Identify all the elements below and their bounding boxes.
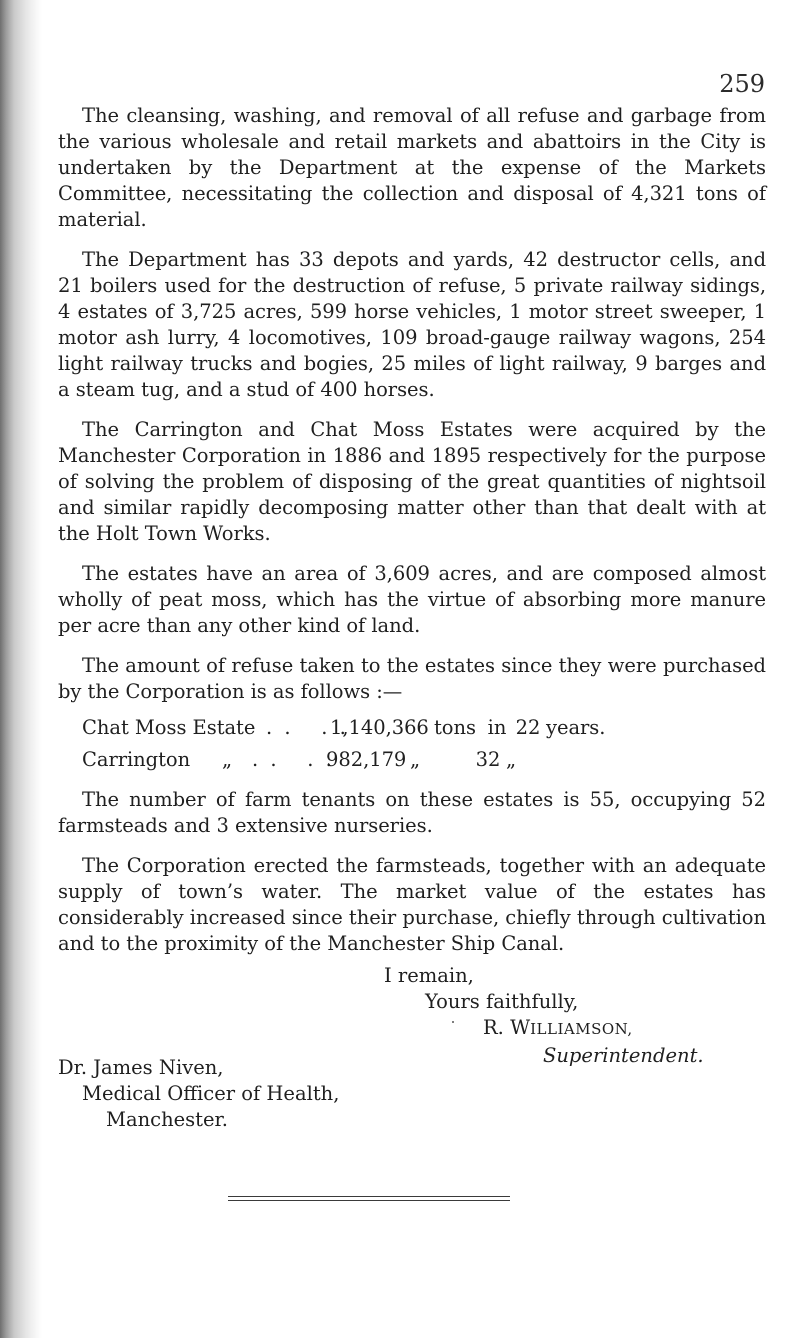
leader-dots: . . . .: [266, 716, 349, 739]
letter-closing: [58, 963, 766, 1143]
paragraph-estates-area: The estates have an area of 3,609 acres, and are composed almost wholly of peat moss, which has the virtue of absorbing more manure per acre than any other kind of land.: [58, 562, 766, 637]
paragraph-farm-tenants: The number of farm tenants on these estates is 55, occupying 52 farmsteads and 3 extensive nurseries.: [58, 788, 766, 837]
table-row: [58, 715, 766, 741]
in-label: in: [487, 716, 507, 739]
signoff-title: Superintendent.: [543, 1044, 704, 1067]
ink-speck: [452, 1021, 454, 1023]
paragraph-farmsteads-erected: The Corporation erected the farmsteads, together with an adequate supply of town’s water. The market value of the estates has considerably increased since their purchase, chiefly through cultivation and to the proximity of the Manchester Ship Canal.: [58, 854, 766, 955]
years-label: „: [506, 748, 517, 771]
paragraph-department-equipment: The Department has 33 depots and yards, 42 destructor cells, and 21 boilers used for the destruction of refuse, 5 private railway sidings, 4 estates of 3,725 acres, 599 horse vehicles, 1 motor street sweeper, 1 motor ash lurry, 4 locomotives, 109 broad-gauge railway wagons, 254 light railway trucks and bogies, 25 miles of light railway, 9 barges and a steam tug, and a stud of 400 horses.: [58, 248, 766, 401]
tons-amount: 982,179: [326, 748, 407, 771]
years-label: years.: [546, 716, 606, 739]
signoff-remain: I remain,: [384, 964, 474, 987]
estate-name: Carrington: [82, 748, 191, 771]
estate-name: Chat Moss Estate: [82, 716, 256, 739]
signoff-name-initial: R. W: [483, 1016, 531, 1039]
table-row: [58, 747, 766, 773]
unit-label: tons: [434, 716, 476, 739]
unit-label: „: [409, 748, 421, 771]
addressee-role: Medical Officer of Health,: [82, 1082, 340, 1105]
years-count: 22: [515, 716, 541, 739]
addressee-city: Manchester.: [106, 1108, 228, 1131]
page-binding-shadow: [0, 0, 42, 1338]
tons-amount: 1,140,366: [330, 716, 429, 739]
years-count: 32: [475, 748, 501, 771]
paragraph-estates-acquired: The Carrington and Chat Moss Estates were acquired by the Manchester Corporation in 1886 and 1895 respectively for the purpose of solving the problem of disposing of the great quantities of nightsoil and similar rapidly decomposing matter other than that dealt with at the Holt Town Works.: [58, 418, 766, 545]
addressee-name: Dr. James Niven,: [58, 1056, 224, 1079]
leader-dots: . . . .: [252, 748, 335, 771]
closing-rule-top: [228, 1196, 510, 1197]
ditto-mark: „: [221, 748, 233, 771]
signoff-name-rest: ILLIAMSON,: [530, 1020, 633, 1038]
signoff-name: [483, 1015, 633, 1042]
closing-rule-bottom: [228, 1200, 510, 1201]
paragraph-refuse-amount: The amount of refuse taken to the estates since they were purchased by the Corporation is as follows :—: [58, 654, 766, 703]
page-number: 259: [719, 70, 765, 98]
signoff-yours: Yours faithfully,: [425, 990, 579, 1013]
paragraph-markets-cleansing: The cleansing, washing, and removal of all refuse and garbage from the various wholesale and retail markets and abattoirs in the City is undertaken by the Department at the expense of the Markets Committee, necessitating the collection and disposal of 4,321 tons of material.: [58, 104, 766, 231]
refuse-table: [58, 715, 766, 773]
body-text: [58, 103, 766, 971]
